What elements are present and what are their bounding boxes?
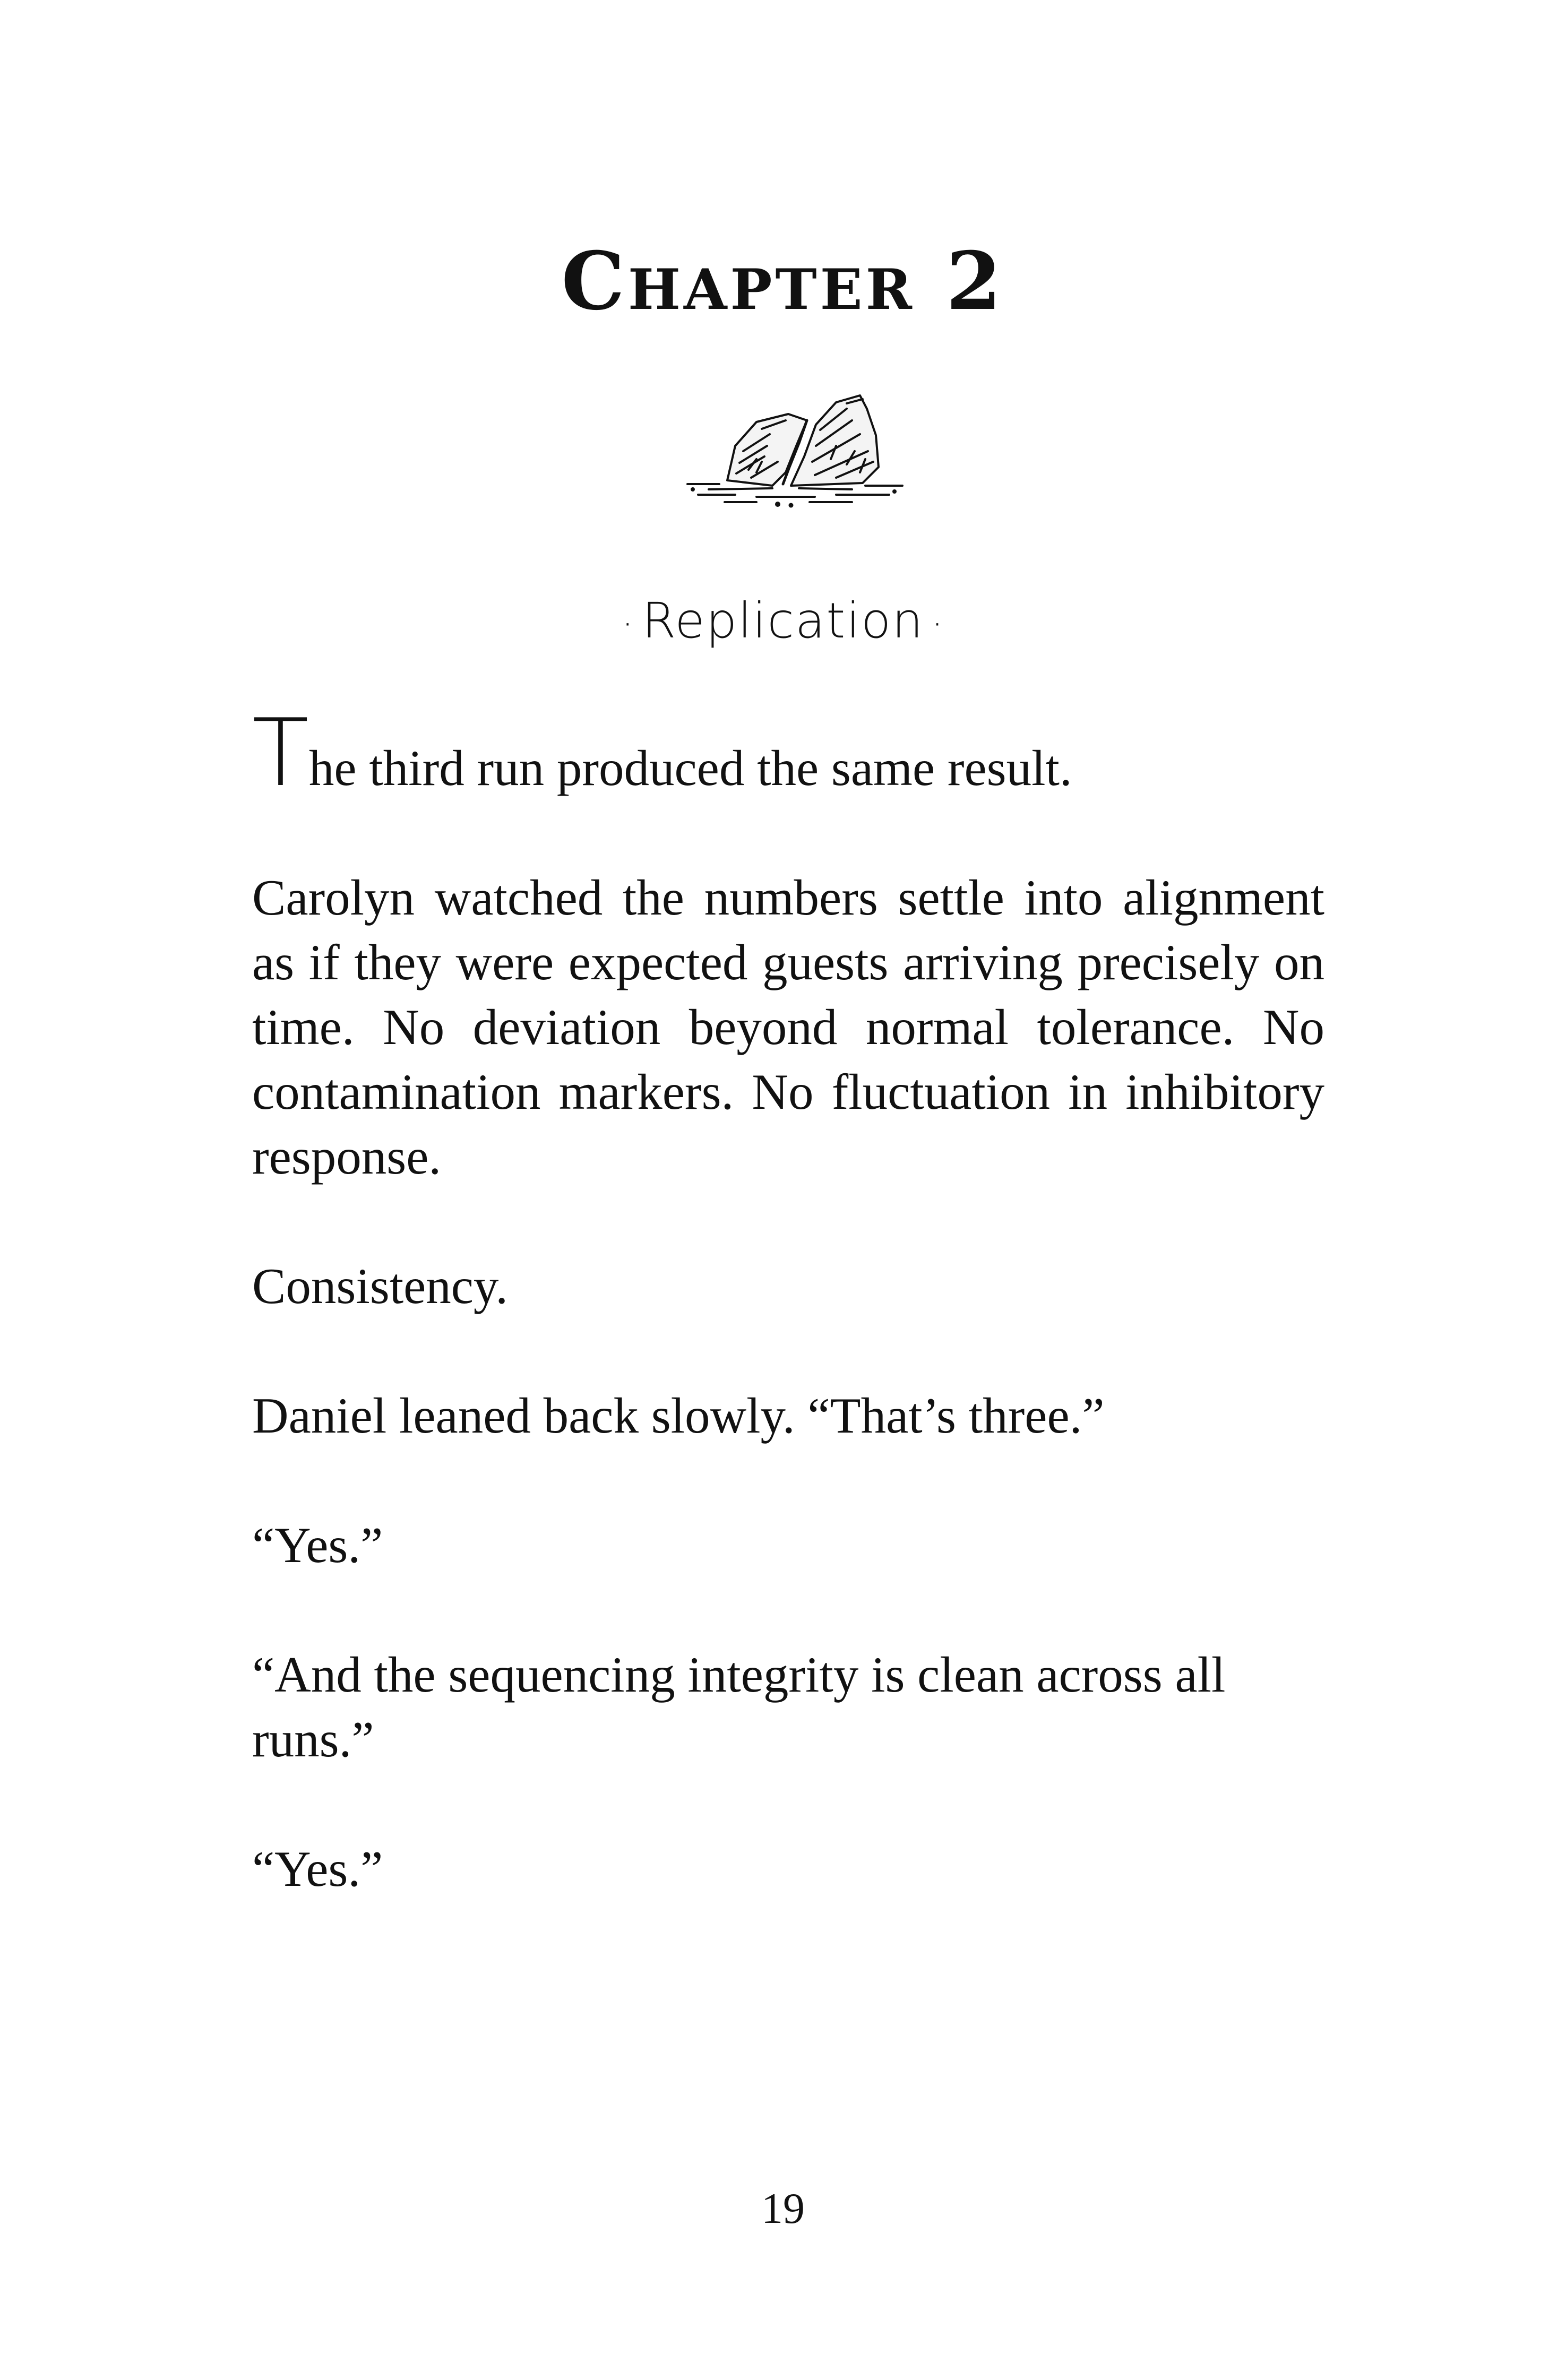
chapter-subtitle xyxy=(0,592,1566,650)
chapter-title: Chapter 2 xyxy=(561,235,1005,328)
paragraph: “Yes.” xyxy=(252,1517,383,1573)
chapter-body xyxy=(252,700,1324,1966)
subtitle-right-dot: · xyxy=(931,602,944,646)
split-rock-icon xyxy=(677,372,910,510)
opening-text: he third run produced the same result. xyxy=(308,740,1072,796)
opening-paragraph xyxy=(252,700,1324,807)
paragraph: “Yes.” xyxy=(252,1841,383,1897)
paragraph: Daniel leaned back slowly. “That’s three.” xyxy=(252,1387,1105,1444)
drop-cap: T xyxy=(252,700,309,807)
paragraph: “And the sequencing integrity is clean across all runs.” xyxy=(252,1646,1226,1767)
paragraph: Consistency. xyxy=(252,1258,509,1314)
paragraph: Carolyn watched the numbers settle into alignment as if they were expected guests arriving precisely on time. No deviation beyond normal tolerance. No contamination markers. No fluctuation in inhibitory response. xyxy=(252,869,1324,1185)
page-number: 19 xyxy=(761,2184,805,2232)
subtitle-text: Replication xyxy=(642,592,924,649)
subtitle-left-dot: · xyxy=(622,602,635,646)
